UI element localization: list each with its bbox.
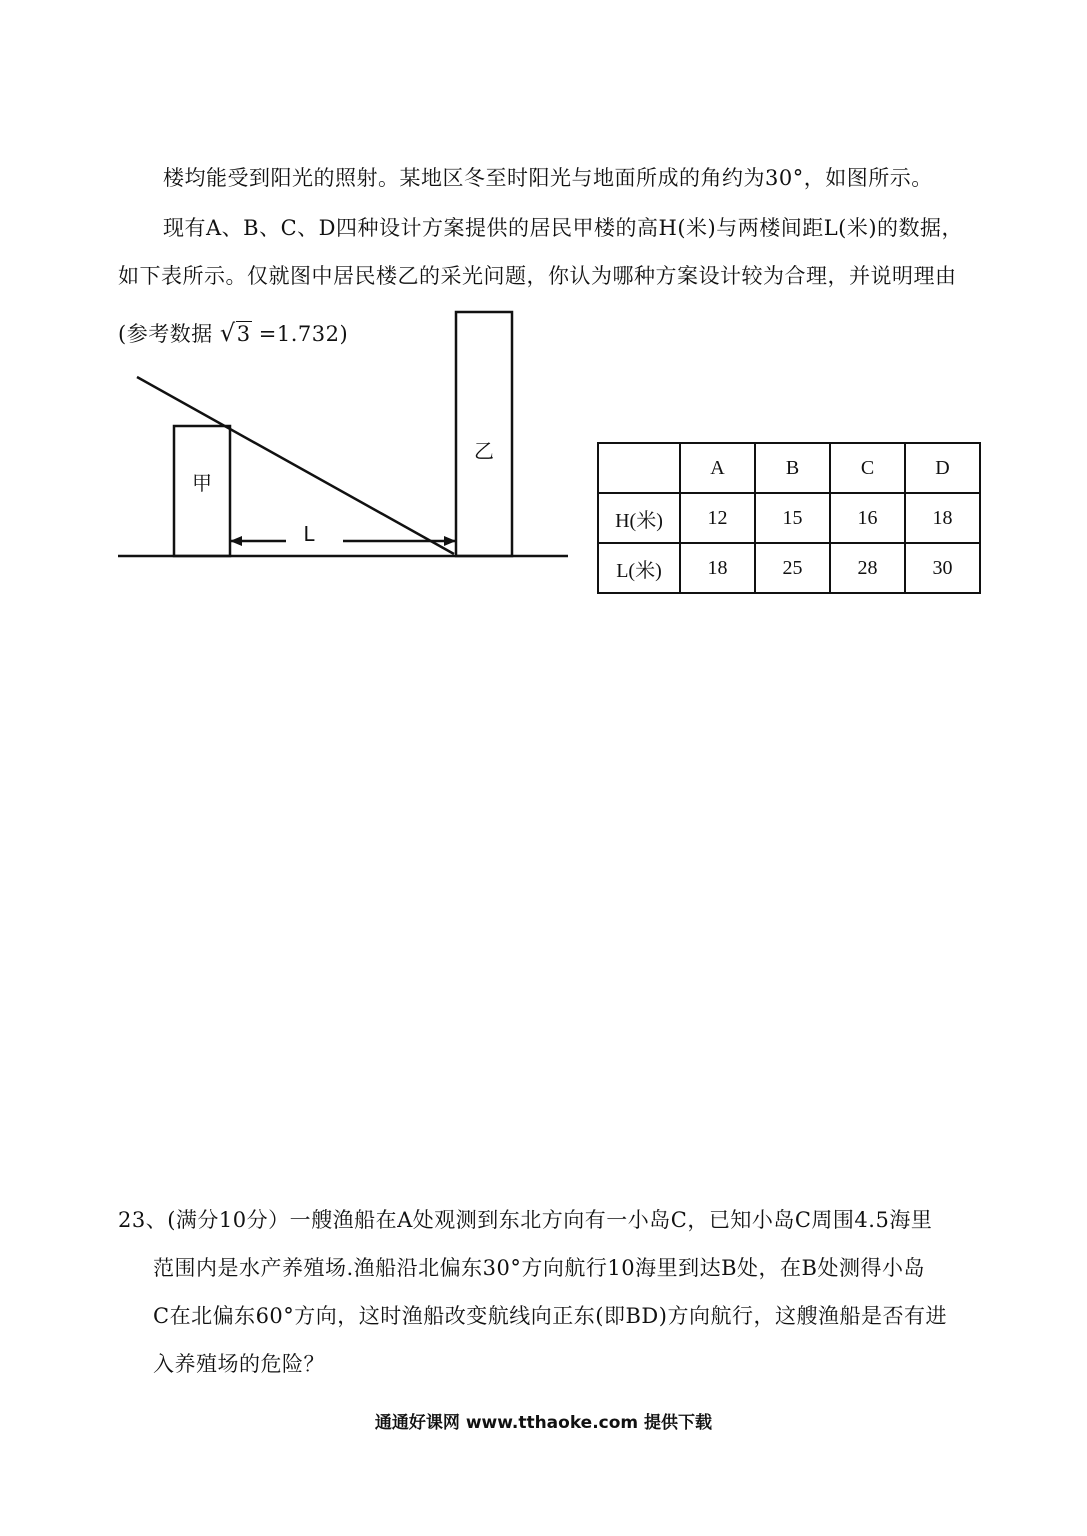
problem22-line3: 如下表所示。仅就图中居民楼乙的采光问题，你认为哪种方案设计较为合理，并说明理由 (118, 264, 957, 288)
building-yi-label: 乙 (474, 439, 494, 463)
design-table (597, 442, 981, 594)
problem22-line2: 现有A、B、C、D四种设计方案提供的居民甲楼的高H(米)与两楼间距L(米)的数据， (163, 216, 964, 240)
building-yi (456, 312, 512, 556)
table-cell: 30 (905, 543, 980, 593)
table-row-label: L(米) (598, 543, 680, 593)
sun-ray-line (137, 377, 454, 554)
table-cell: 16 (830, 493, 905, 543)
problem22-line1: 楼均能受到阳光的照射。某地区冬至时阳光与地面所成的角约为30°，如图所示。 (163, 166, 933, 190)
table-header-cell: B (755, 443, 830, 493)
table-header-row (598, 443, 980, 493)
problem23-line4: 入养殖场的危险？ (153, 1352, 325, 1376)
problem23-line1: 23、(满分10分）一艘渔船在A处观测到东北方向有一小岛C，已知小岛C周围4.5海里 (118, 1208, 933, 1232)
problem23-line2: 范围内是水产养殖场.渔船沿北偏东30°方向航行10海里到达B处，在B处测得小岛 (153, 1256, 925, 1280)
table-cell: 18 (680, 543, 755, 593)
building-jia-label: 甲 (192, 471, 212, 495)
page-footer: 通通好课网 www.tthaoke.com 提供下载 (374, 1413, 713, 1433)
reference-prefix: (参考数据 (118, 322, 213, 346)
table-row (598, 543, 980, 593)
table-header-cell: A (680, 443, 755, 493)
table-header-cell: C (830, 443, 905, 493)
sqrt-symbol: √3 (219, 319, 251, 347)
problem23-line3: C在北偏东60°方向，这时渔船改变航线向正东(即BD)方向航行，这艘渔船是否有进 (153, 1304, 947, 1328)
table-cell: 15 (755, 493, 830, 543)
table-row-label: H(米) (598, 493, 680, 543)
distance-label: L (303, 522, 315, 546)
sqrt-radicand: 3 (236, 322, 251, 346)
table-cell: 25 (755, 543, 830, 593)
table-header-cell (598, 443, 680, 493)
reference-suffix: =1.732) (258, 322, 349, 346)
table-cell: 28 (830, 543, 905, 593)
table-row (598, 493, 980, 543)
table-cell: 18 (905, 493, 980, 543)
table-header-cell: D (905, 443, 980, 493)
table-cell: 12 (680, 493, 755, 543)
